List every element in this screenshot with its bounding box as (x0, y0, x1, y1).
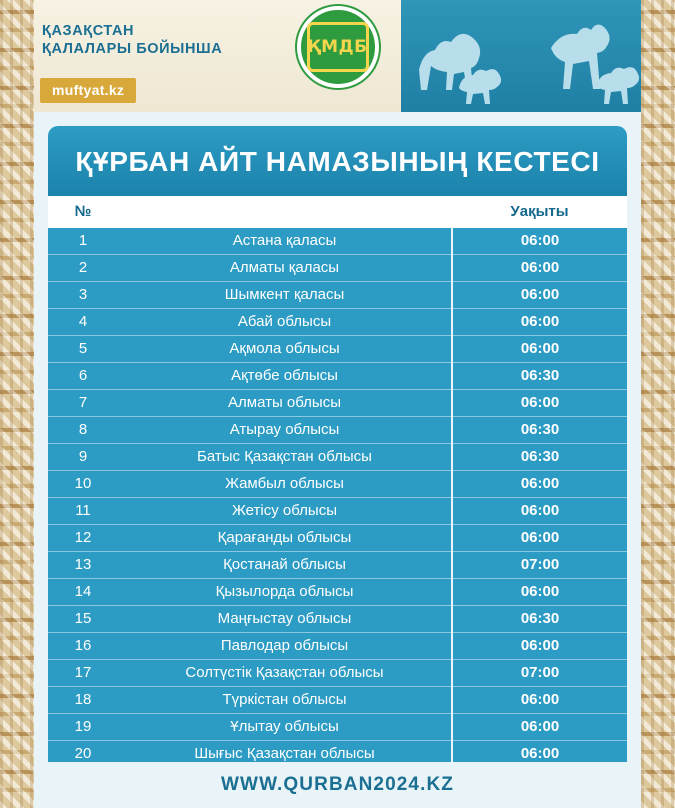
poster-title-bar (48, 126, 627, 196)
table-row (48, 390, 627, 417)
row-number: 10 (48, 471, 118, 498)
row-prayer-time: 06:00 (452, 390, 627, 417)
table-row (48, 228, 627, 255)
row-number: 8 (48, 417, 118, 444)
footer-website[interactable]: WWW.QURBAN2024.KZ (221, 774, 454, 795)
row-prayer-time: 06:00 (452, 714, 627, 741)
row-number: 1 (48, 228, 118, 255)
row-prayer-time: 06:00 (452, 309, 627, 336)
column-header-time: Уақыты (452, 196, 627, 228)
row-number: 5 (48, 336, 118, 363)
row-number: 20 (48, 741, 118, 768)
row-prayer-time: 06:00 (452, 687, 627, 714)
column-header-city (118, 196, 452, 228)
row-city-name: Түркістан облысы (118, 687, 452, 714)
row-number: 3 (48, 282, 118, 309)
table-row (48, 471, 627, 498)
row-prayer-time: 06:00 (452, 633, 627, 660)
row-prayer-time: 06:00 (452, 498, 627, 525)
row-city-name: Батыс Қазақстан облысы (118, 444, 452, 471)
row-city-name: Жетісу облысы (118, 498, 452, 525)
table-row (48, 633, 627, 660)
row-prayer-time: 06:00 (452, 741, 627, 768)
row-city-name: Қызылорда облысы (118, 579, 452, 606)
table-row (48, 714, 627, 741)
table-row (48, 660, 627, 687)
row-number: 14 (48, 579, 118, 606)
row-city-name: Ұлытау облысы (118, 714, 452, 741)
row-city-name: Астана қаласы (118, 228, 452, 255)
table-row (48, 363, 627, 390)
row-prayer-time: 06:00 (452, 579, 627, 606)
row-number: 12 (48, 525, 118, 552)
animal-silhouettes-panel (401, 0, 641, 112)
row-prayer-time: 07:00 (452, 660, 627, 687)
row-city-name: Қарағанды облысы (118, 525, 452, 552)
row-city-name: Алматы қаласы (118, 255, 452, 282)
table-row (48, 579, 627, 606)
header-title-block (42, 22, 222, 58)
column-header-number: № (48, 196, 118, 228)
row-number: 11 (48, 498, 118, 525)
row-prayer-time: 06:00 (452, 255, 627, 282)
row-prayer-time: 06:30 (452, 444, 627, 471)
qmdb-logo-text: ҚМДБ (307, 22, 369, 72)
prayer-times-table-wrap (48, 196, 627, 771)
row-city-name: Абай облысы (118, 309, 452, 336)
row-number: 7 (48, 390, 118, 417)
row-number: 17 (48, 660, 118, 687)
header-title-line2: ҚАЛАЛАРЫ БОЙЫНША (42, 41, 223, 58)
site-badge[interactable]: muftyat.kz (40, 78, 136, 103)
row-prayer-time: 06:00 (452, 525, 627, 552)
ornamental-border-left (0, 0, 34, 808)
poster-header (34, 0, 641, 112)
header-title-line1: ҚАЗАҚСТАН (42, 23, 135, 39)
table-row (48, 498, 627, 525)
row-prayer-time: 06:30 (452, 417, 627, 444)
row-number: 6 (48, 363, 118, 390)
row-city-name: Шығыс Қазақстан облысы (118, 741, 452, 768)
row-number: 15 (48, 606, 118, 633)
page-title: ҚҰРБАН АЙТ НАМАЗЫНЫҢ КЕСТЕСІ (75, 146, 600, 177)
poster-content (34, 0, 641, 808)
row-prayer-time: 06:00 (452, 471, 627, 498)
table-row (48, 336, 627, 363)
row-number: 19 (48, 714, 118, 741)
table-row (48, 255, 627, 282)
table-header-row (48, 196, 627, 228)
row-prayer-time: 06:00 (452, 336, 627, 363)
row-number: 18 (48, 687, 118, 714)
row-city-name: Атырау облысы (118, 417, 452, 444)
row-city-name: Қостанай облысы (118, 552, 452, 579)
row-prayer-time: 06:00 (452, 228, 627, 255)
row-prayer-time: 06:30 (452, 363, 627, 390)
row-number: 2 (48, 255, 118, 282)
prayer-times-table (48, 196, 627, 767)
row-city-name: Жамбыл облысы (118, 471, 452, 498)
row-number: 9 (48, 444, 118, 471)
row-city-name: Ақмола облысы (118, 336, 452, 363)
row-number: 13 (48, 552, 118, 579)
table-row (48, 309, 627, 336)
table-row (48, 687, 627, 714)
row-prayer-time: 07:00 (452, 552, 627, 579)
row-number: 16 (48, 633, 118, 660)
table-header (48, 196, 627, 228)
table-body (48, 228, 627, 767)
table-row (48, 525, 627, 552)
row-number: 4 (48, 309, 118, 336)
table-row (48, 606, 627, 633)
row-city-name: Алматы облысы (118, 390, 452, 417)
row-city-name: Солтүстік Қазақстан облысы (118, 660, 452, 687)
row-city-name: Павлодар облысы (118, 633, 452, 660)
table-row (48, 417, 627, 444)
livestock-silhouette-icon (401, 0, 641, 112)
row-prayer-time: 06:00 (452, 282, 627, 309)
poster-footer (34, 762, 641, 808)
table-row (48, 282, 627, 309)
table-row (48, 444, 627, 471)
ornamental-border-right (641, 0, 675, 808)
row-city-name: Ақтөбе облысы (118, 363, 452, 390)
qmdb-logo-icon (297, 6, 379, 88)
table-row (48, 552, 627, 579)
row-prayer-time: 06:30 (452, 606, 627, 633)
row-city-name: Шымкент қаласы (118, 282, 452, 309)
row-city-name: Маңғыстау облысы (118, 606, 452, 633)
